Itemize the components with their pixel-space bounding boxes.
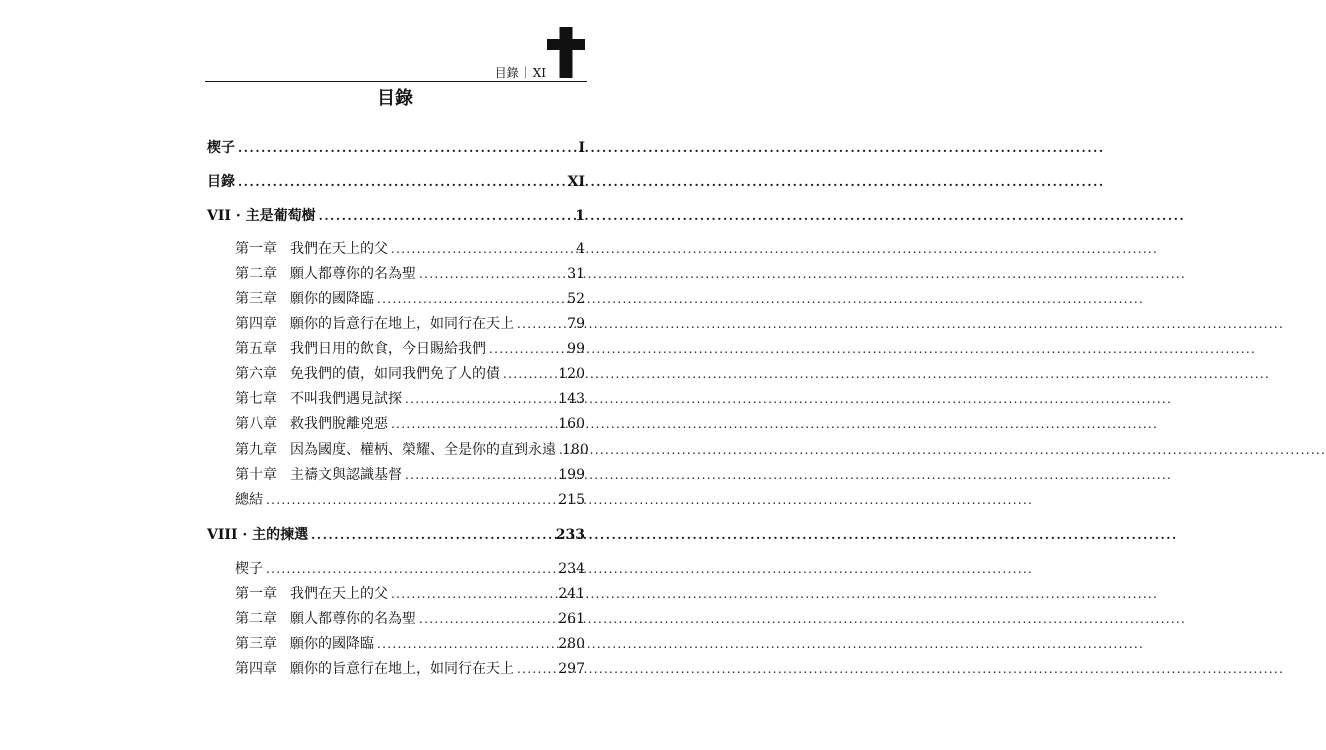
chapter-title: 願你的國降臨 — [290, 291, 374, 307]
dot-leader — [319, 206, 573, 226]
entry-title: 楔子 — [235, 561, 263, 577]
toc-chapter-entry — [235, 239, 585, 259]
toc-page-number: 4 — [576, 241, 585, 257]
toc-page-number: 280 — [558, 636, 585, 652]
chapter-title: 願你的國降臨 — [290, 636, 374, 652]
dot-leader — [377, 634, 555, 654]
chapter-number: 第二章 — [235, 266, 277, 282]
toc-page-number: 160 — [558, 416, 585, 432]
toc-page-number: 297 — [558, 661, 585, 677]
toc-page-number: 233 — [555, 527, 585, 543]
chapter-number: 第二章 — [235, 611, 277, 627]
toc-entry-summary — [235, 490, 585, 510]
chapter-title: 願你的旨意行在地上，如同行在天上 — [290, 661, 514, 677]
toc-page-number: 52 — [567, 291, 585, 307]
running-header-title: 目錄 — [494, 66, 519, 80]
header-rule — [205, 81, 587, 82]
chapter-title: 我們在天上的父 — [290, 241, 388, 257]
dot-leader — [311, 525, 553, 545]
chapter-number: 第三章 — [235, 636, 277, 652]
cross-icon — [547, 27, 585, 78]
toc-page-number: 120 — [558, 366, 585, 382]
toc-chapter-entry — [235, 364, 585, 384]
toc-chapter-entry — [235, 634, 585, 654]
chapter-title: 因為國度、權柄、榮耀、全是你的直到永遠 — [290, 442, 556, 458]
dot-leader — [517, 314, 564, 334]
running-header — [495, 65, 546, 81]
toc-page-number: 1 — [575, 208, 585, 224]
chapter-title: 主禱文與認識基督 — [290, 467, 402, 483]
chapter-title: 願人都尊你的名為聖 — [290, 611, 416, 627]
toc-chapter-entry — [235, 465, 585, 485]
running-header-page-number: XI — [532, 66, 546, 80]
chapter-number: 第十章 — [235, 467, 277, 483]
dot-leader — [517, 659, 555, 679]
chapter-title: 我們日用的飲食，今日賜給我們 — [290, 341, 486, 357]
toc-page-number: 234 — [558, 561, 585, 577]
chapter-number: 第一章 — [235, 586, 277, 602]
chapter-number: 第一章 — [235, 241, 277, 257]
toc-entry-front-matter — [207, 138, 585, 158]
dot-leader — [405, 465, 555, 485]
dot-leader — [377, 289, 564, 309]
toc-page-number: 143 — [558, 391, 585, 407]
toc-page-number: 199 — [558, 467, 585, 483]
chapter-title: 願你的旨意行在地上，如同行在天上 — [290, 316, 514, 332]
toc-chapter-entry — [235, 414, 585, 434]
dot-leader — [419, 609, 555, 629]
toc-entry-label: 目錄 — [207, 174, 235, 190]
dot-leader — [489, 339, 564, 359]
dot-leader — [391, 239, 573, 259]
dot-leader — [405, 389, 555, 409]
toc-chapter-entry — [235, 609, 585, 629]
toc-part-label: VII · 主是葡萄樹 — [207, 208, 316, 224]
chapter-number: 第九章 — [235, 442, 277, 458]
toc-page-number: 261 — [558, 611, 585, 627]
toc-page-number: 215 — [558, 492, 585, 508]
chapter-title: 免我們的債，如同我們免了人的債 — [290, 366, 500, 382]
dot-leader — [266, 559, 555, 579]
toc-page-number: 180 — [562, 442, 589, 458]
dot-leader — [503, 364, 555, 384]
toc-chapter-entry — [235, 289, 585, 309]
toc-chapter-entry — [235, 314, 585, 334]
dot-leader — [266, 490, 555, 510]
toc-page-number: 31 — [567, 266, 585, 282]
toc-chapter-entry — [235, 264, 585, 284]
toc-chapter-entry — [235, 389, 585, 409]
dot-leader — [391, 584, 555, 604]
chapter-title: 不叫我們遇見試探 — [290, 391, 402, 407]
chapter-title: 救我們脫離兇惡 — [290, 416, 388, 432]
chapter-number: 第五章 — [235, 341, 277, 357]
chapter-number: 第七章 — [235, 391, 277, 407]
toc-chapter-entry — [235, 339, 585, 359]
toc-page-number: I — [578, 140, 585, 156]
toc-chapter-entry — [235, 659, 585, 679]
toc-part-heading — [207, 525, 585, 545]
page-title: 目錄 — [377, 88, 413, 109]
toc-page-number: XI — [567, 174, 585, 190]
entry-title: 總結 — [235, 492, 263, 508]
dot-leader — [419, 264, 564, 284]
toc-page-number: 241 — [558, 586, 585, 602]
chapter-number: 第四章 — [235, 316, 277, 332]
running-header-separator: ｜ — [519, 66, 532, 80]
chapter-title: 願人都尊你的名為聖 — [290, 266, 416, 282]
toc-page-number: 79 — [567, 316, 585, 332]
toc-chapter-entry — [235, 440, 589, 460]
toc-part-label: VIII · 主的揀選 — [207, 527, 309, 543]
toc-entry-front-matter — [207, 172, 585, 192]
toc-part-heading — [207, 206, 585, 226]
toc-chapter-entry — [235, 584, 585, 604]
toc-page-number: 99 — [567, 341, 585, 357]
toc-entry-prologue — [235, 559, 585, 579]
dot-leader — [238, 138, 575, 158]
chapter-title: 我們在天上的父 — [290, 586, 388, 602]
chapter-number: 第六章 — [235, 366, 277, 382]
dot-leader — [391, 414, 555, 434]
chapter-number: 第四章 — [235, 661, 277, 677]
dot-leader — [238, 172, 565, 192]
chapter-number: 第三章 — [235, 291, 277, 307]
toc-entry-label: 楔子 — [207, 140, 235, 156]
chapter-number: 第八章 — [235, 416, 277, 432]
